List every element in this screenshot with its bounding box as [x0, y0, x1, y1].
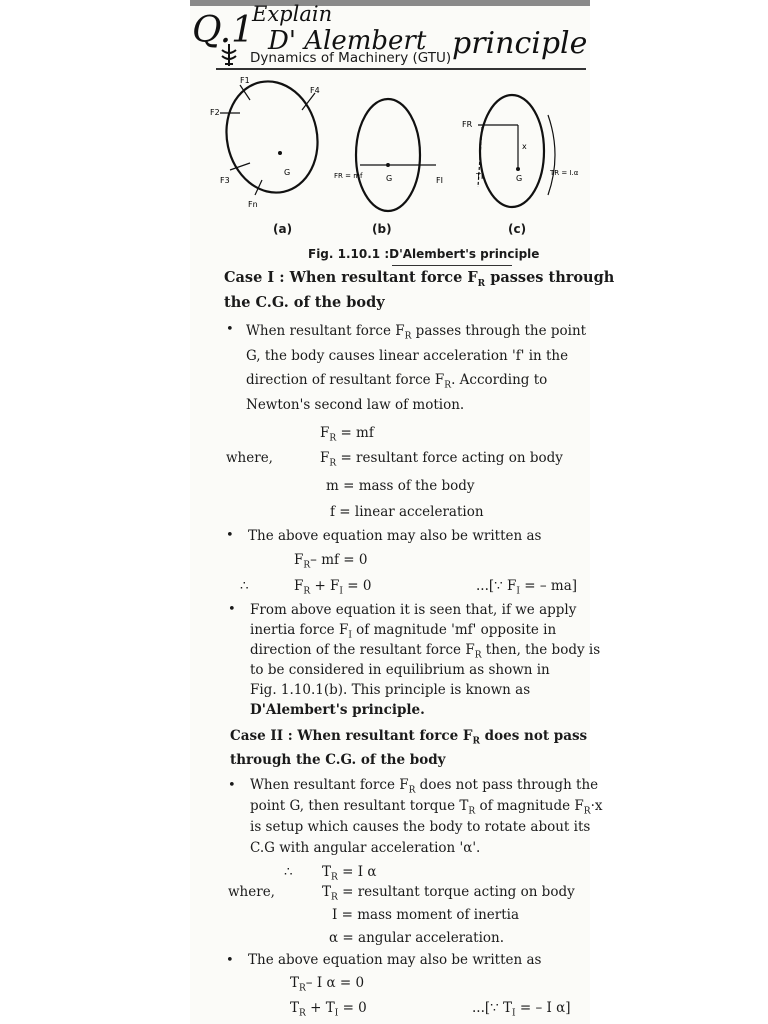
case1-para-line2: G, the body causes linear acceleration 'f' in the — [246, 348, 569, 364]
figure-c — [462, 95, 579, 207]
case1-eq3-note: ...[∵ $F_I$ = – ma] — [476, 578, 578, 597]
case2-eq3: $T_R + T_I = 0$ — [290, 1000, 367, 1019]
figure-caption: Fig. 1.10.1 :D'Alembert's principle — [308, 247, 540, 261]
fig-a-label-f2: F2 — [210, 108, 220, 117]
therefore-symbol-1: ∴ — [240, 578, 249, 594]
case1-para-line4: Newton's second law of motion. — [246, 397, 465, 413]
header-divider — [216, 68, 586, 70]
fig-a-label-f1: F1 — [240, 76, 250, 85]
case2-def2: I = mass moment of inertia — [332, 907, 520, 923]
case2-def3: α = angular acceleration. — [329, 930, 505, 946]
case2-para-line1: When resultant force $F_R$ does not pass through the — [250, 777, 599, 796]
bullet-5: • — [226, 953, 234, 968]
case1-def3: f = linear acceleration — [330, 504, 484, 520]
fig-c-label-x: x — [522, 142, 527, 151]
fig-c-label-tr: TR = I.α — [550, 169, 579, 177]
handwritten-title-line3: principle — [452, 26, 588, 61]
fig-b-label-fr: FR = mf — [334, 172, 363, 180]
case1-b3-line4: to be considered in equilibrium as shown in — [250, 662, 550, 678]
panel-label-b: (b) — [372, 222, 392, 236]
case2-where: where, — [228, 884, 275, 900]
handwritten-question-number: Q.1 — [192, 10, 255, 51]
case1-b3-line6: D'Alembert's principle. — [250, 702, 425, 718]
scan-edge — [190, 0, 590, 6]
case2-eq1: $T_R = I$ α — [322, 864, 377, 883]
book-title: Dynamics of Machinery (GTU) — [250, 50, 452, 66]
fig-a-label-f3: F3 — [220, 176, 230, 185]
case1-b3-line1: From above equation it is seen that, if we apply — [250, 602, 577, 618]
figure-b — [334, 99, 443, 211]
case2-heading-line1: Case II : When resultant force $F_R$ does not pass — [230, 728, 588, 747]
case1-heading-line2: the C.G. of the body — [224, 294, 385, 311]
case2-para-line3: is setup which causes the body to rotate about its — [250, 819, 591, 835]
bullet-1: • — [226, 322, 234, 337]
panel-label-c: (c) — [508, 222, 527, 236]
bullet-3: • — [228, 602, 236, 617]
handwritten-title-line2: D' Alembert — [268, 26, 427, 56]
panel-label-a: (a) — [273, 222, 293, 236]
fig-a-label-f4: F4 — [310, 86, 320, 95]
case1-b3-line5: Fig. 1.10.1(b). This principle is known as — [250, 682, 531, 698]
fig-c-label-fr: FR — [462, 120, 473, 129]
case2-eq3-note: ...[∵ $T_I$ = – I α] — [472, 1000, 571, 1019]
fig-a-label-fn: Fn — [248, 200, 258, 209]
case1-def1: $F_R$ = resultant force acting on body — [320, 450, 563, 469]
fig-c-label-g: G — [516, 174, 523, 183]
case1-bullet2: The above equation may also be written as — [248, 528, 542, 544]
case1-eq1: $F_R$ = mf — [320, 425, 374, 444]
case1-b3-line2: inertia force $F_I$ of magnitude 'mf' opposite in — [250, 622, 557, 641]
handwritten-title-line1: Explain — [252, 2, 333, 26]
publisher-logo-icon — [218, 42, 240, 68]
document-page — [190, 0, 615, 1024]
caption-underline — [392, 265, 512, 266]
fig-c-label-ti: TI — [476, 172, 484, 181]
case2-def1: $T_R$ = resultant torque acting on body — [322, 884, 575, 903]
case2-para-line2: point G, then resultant torque $T_R$ of magnitude $F_R\cdot x$ — [250, 798, 603, 817]
case1-where: where, — [226, 450, 273, 466]
case1-heading-line1: Case I : When resultant force $F_R$ passes through — [224, 269, 615, 289]
case1-eq2: $F_R-$ mf = 0 — [294, 552, 368, 571]
case2-heading-line2: through the C.G. of the body — [230, 752, 446, 768]
case1-b3-line3: direction of the resultant force $F_R$ then, the body is — [250, 642, 601, 661]
case1-para-line1: When resultant force $F_R$ passes through the point — [246, 323, 587, 342]
case2-para-line4: C.G with angular acceleration 'α'. — [250, 840, 481, 856]
case1-def2: m = mass of the body — [326, 478, 475, 494]
fig-b-label-g: G — [386, 174, 393, 183]
case2-eq2: $T_R-$ I α = 0 — [290, 975, 365, 994]
case1-eq3: $F_R + F_I = 0$ — [294, 578, 372, 597]
therefore-symbol-2: ∴ — [284, 864, 293, 880]
fig-b-label-fi: FI — [436, 176, 443, 185]
case1-para-line3: direction of resultant force $F_R$. According to — [246, 372, 548, 391]
bullet-2: • — [226, 528, 234, 543]
case2-bullet2: The above equation may also be written as — [248, 952, 542, 968]
fig-a-label-g: G — [284, 168, 291, 177]
dalembert-figure — [210, 75, 580, 235]
figure-a — [210, 75, 328, 209]
bullet-4: • — [228, 778, 236, 793]
